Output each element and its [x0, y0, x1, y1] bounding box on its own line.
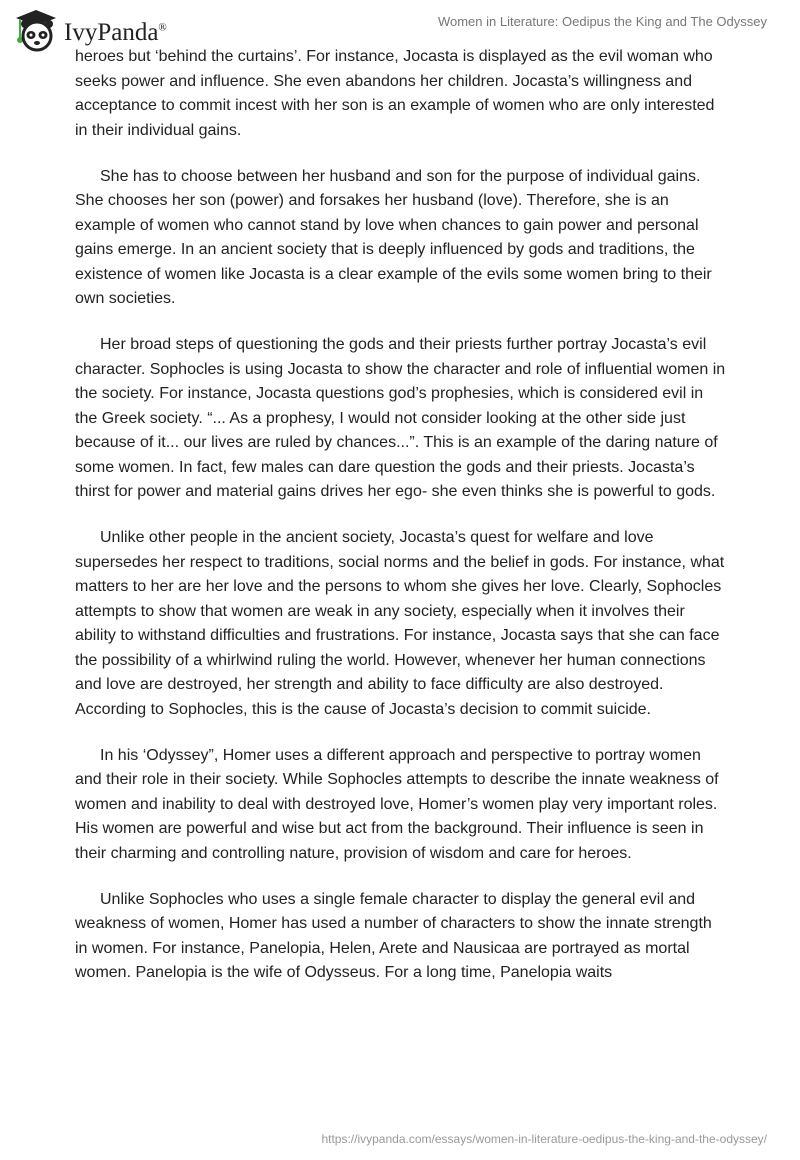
document-title: Women in Literature: Oedipus the King and The Odyssey	[437, 14, 767, 29]
paragraph: heroes but ‘behind the curtains’. For instance, Jocasta is displayed as the evil woman who seeks power and influence. She even abandons her children. Jocasta’s willingness and acceptance to commit incest with her son is an example of women who are only interested in their individual gains.	[75, 48, 715, 139]
paragraph: She has to choose between her husband and son for the purpose of individual gains. She chooses her son (power) and forsakes her husband (love). Therefore, she is an example of women who cannot stand by love when chances to gain power and personal gains emerge. In an ancient society that is deeply influenced by gods and traditions, the existence of women like Jocasta is a clear example of the evils some women bring to their own societies.	[75, 167, 712, 307]
paragraph: Unlike other people in the ancient society, Jocasta’s quest for welfare and love supersedes her respect to traditions, social norms and the belief in gods. For instance, what matters to her are her love and the persons to whom she gives her love. Clearly, Sophocles attempts to show that women are weak in any society, especially when it involves their ability to withstand difficulties and frustrations. For instance, Jocasta says that she can face the possibility of a whirlwind ruling the world. However, whenever her human connections and love are destroyed, her strength and ability to face difficulty are also destroyed. According to Sophocles, this is the cause of Jocasta’s decision to commit suicide.	[75, 529, 725, 718]
source-url-link[interactable]: https://ivypanda.com/essays/women-in-literature-oedipus-the-king-and-the-odyssey/	[321, 1132, 767, 1146]
logo-text: IvyPanda®	[64, 19, 167, 46]
paragraph: Her broad steps of questioning the gods and their priests further portray Jocasta’s evil character. Sophocles is using Jocasta to show the character and role of influential women in the society. For instance, Jocasta questions god’s prophesies, which is considered evil in the Greek society. “... As a prophesy, I would not consider looking at the other side just because of it... our lives are ruled by chances...”. This is an example of the daring nature of some women. In fact, few males can dare question the gods and their priests. Jocasta’s thirst for power and material gains drives her ego- she even thinks she is powerful to gods.	[75, 336, 726, 500]
page-header	[0, 0, 800, 50]
panda-graduate-icon	[12, 8, 60, 52]
essay-body	[75, 45, 727, 1007]
paragraph: Unlike Sophocles who uses a single female character to display the general evil and weakness of women, Homer has used a number of characters to show the innate strength in women. For instance, Panelopia, Helen, Arete and Nausicaa are portrayed as mortal women. Panelopia is the wife of Odysseus. For a long time, Panelopia waits	[75, 890, 712, 981]
paragraph: In his ‘Odyssey”, Homer uses a different approach and perspective to portray women and their role in their society. While Sophocles attempts to describe the innate weakness of women and inability to deal with destroyed love, Homer’s women play very important roles. His women are powerful and wise but act from the background. Their influence is seen in their charming and controlling nature, provision of wisdom and care for heroes.	[75, 746, 719, 862]
